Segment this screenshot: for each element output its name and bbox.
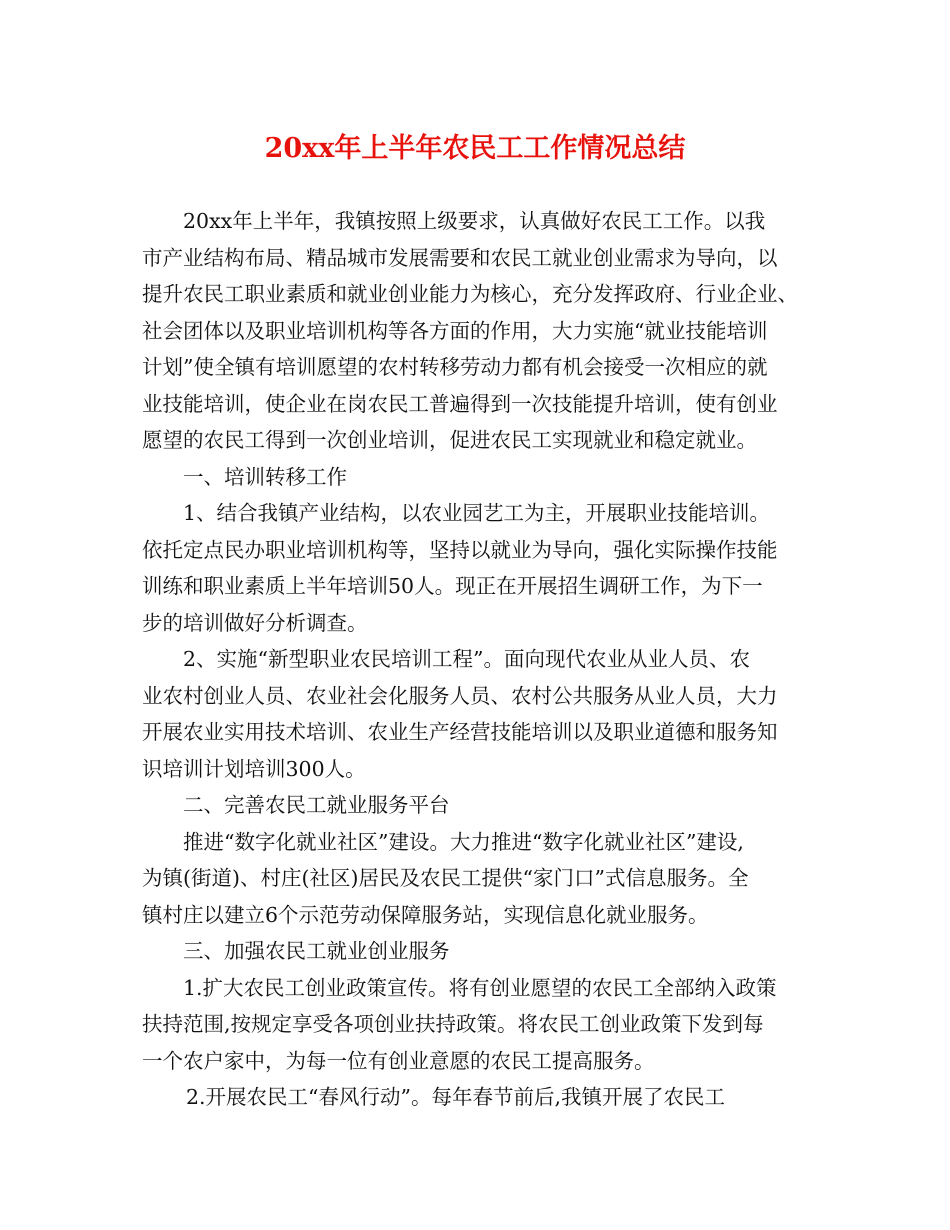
section-heading: 二、完善农民工就业服务平台 xyxy=(183,793,450,817)
document-title: 20xx年上半年农民工工作情况总结 xyxy=(264,133,686,164)
paragraph-line: 扶持范围,按规定享受各项创业扶持政策。将农民工创业政策下发到每 xyxy=(142,1012,764,1036)
paragraph-line: 业技能培训，使企业在岗农民工普遍得到一次技能提升培训，使有创业 xyxy=(142,391,778,416)
paragraph-line: 开展农业实用技术培训、农业生产经营技能培训以及职业道德和服务知 xyxy=(142,720,778,744)
paragraph-line: 依托定点民办职业培训机构等，坚持以就业为导向，强化实际操作技能 xyxy=(142,537,778,562)
paragraph-line: 训练和职业素质上半年培训50人。现正在开展招生调研工作，为下一 xyxy=(142,574,763,598)
paragraph-line: 社会团体以及职业培训机构等各方面的作用，大力实施“就业技能培训 xyxy=(142,318,768,343)
paragraph-line: 业农村创业人员、农业社会化服务人员、农村公共服务从业人员，大力 xyxy=(142,683,778,708)
paragraph-line: 20xx年上半年，我镇按照上级要求，认真做好农民工工作。以我 xyxy=(183,209,766,233)
paragraph-line: 步的培训做好分析调查。 xyxy=(142,610,368,635)
document-body xyxy=(142,203,814,1116)
paragraph-line: 2.开展农民工“春风行动”。每年春节前后,我镇开展了农民工 xyxy=(186,1085,726,1109)
section-heading: 一、培训转移工作 xyxy=(183,464,347,489)
paragraph-line: 2、实施“新型职业农民培训工程”。面向现代农业从业人员、农 xyxy=(183,647,751,671)
paragraph-line: 愿望的农民工得到一次创业培训，促进农民工实现就业和稳定就业。 xyxy=(142,428,757,452)
paragraph-line: 为镇(街道)、村庄(社区)居民及农民工提供“家门口”式信息服务。全 xyxy=(142,866,749,890)
paragraph-line: 计划”使全镇有培训愿望的农村转移劳动力都有机会接受一次相应的就 xyxy=(142,355,768,379)
paragraph-line: 提升农民工职业素质和就业创业能力为核心，充分发挥政府、行业企业、 xyxy=(142,282,798,306)
section-heading: 三、加强农民工就业创业服务 xyxy=(183,939,450,963)
paragraph-line: 识培训计划培训300人。 xyxy=(142,756,366,781)
paragraph-line: 市产业结构布局、精品城市发展需要和农民工就业创业需求为导向，以 xyxy=(142,245,778,270)
paragraph-line: 一个农户家中，为每一位有创业意愿的农民工提高服务。 xyxy=(142,1048,655,1073)
paragraph-line: 推进“数字化就业社区”建设。大力推进“数字化就业社区”建设, xyxy=(183,829,744,854)
paragraph-line: 1、结合我镇产业结构，以农业园艺工为主，开展职业技能培训。 xyxy=(183,501,771,525)
paragraph-line: 镇村庄以建立6个示范劳动保障服务站，实现信息化就业服务。 xyxy=(142,902,709,927)
paragraph-line: 1.扩大农民工创业政策宣传。将有创业愿望的农民工全部纳入政策 xyxy=(183,975,777,1000)
